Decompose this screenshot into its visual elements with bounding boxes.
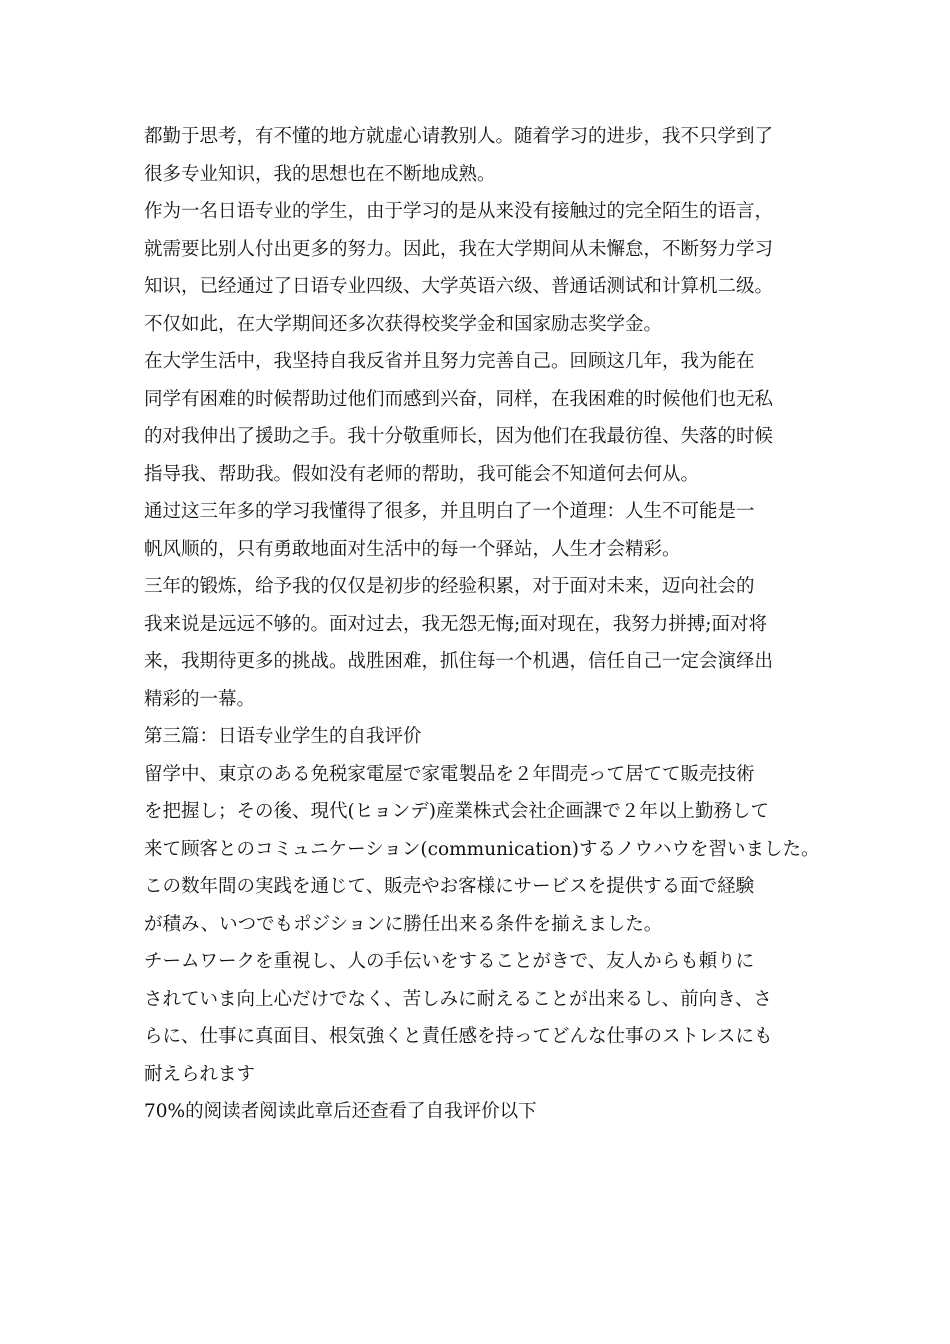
footer-note: 70%的阅读者阅读此章后还查看了自我评价以下 [144,1101,537,1122]
text-line: 就需要比别人付出更多的努力。因此，我在大学期间从未懈怠，不断努力学习 [144,238,774,260]
text-line: 我来说是远远不够的。面对过去，我无怨无悔;面对现在，我努力拼搏;面对将 [144,613,767,635]
text-line: チームワークを重視し、人の手伝いをすることがきで、友人からも頼りに [144,951,755,972]
text-line: 帆风顺的，只有勇敢地面对生活中的每一个驿站，人生才会精彩。 [144,538,681,560]
text-line: 的对我伸出了援助之手。我十分敬重师长，因为他们在我最彷徨、失落的时候 [144,426,774,447]
text-line: を把握し；その後、現代(ヒョンデ)産業株式会社企画課で２年以上勤務して [144,801,769,822]
text-line: 三年的锻炼，给予我的仅仅是初步的经验积累，对于面对未来，迈向社会的 [144,576,755,597]
text-line: されていま向上心だけでなく、苦しみに耐えることが出来るし、前向き、さ [144,988,772,1010]
text-line: 都勤于思考，有不懂的地方就虚心请教别人。随着学习的进步，我不只学到了 [144,126,774,147]
text-line: 来て顾客とのコミュニケーション(communication)するノウハウを習いました。 [144,838,820,860]
text-line: 不仅如此，在大学期间还多次获得校奖学金和国家励志奖学金。 [144,313,663,335]
text-line: この数年間の実践を通じて、販売やお客様にサービスを提供する面で経験 [144,876,755,897]
text-line: 同学有困难的时候帮助过他们而感到兴奋，同样，在我困难的时候他们也无私 [144,388,774,410]
text-line: 通过这三年多的学习我懂得了很多，并且明白了一个道理：人生不可能是一 [144,501,755,522]
text-line: 知识，已经通过了日语专业四级、大学英语六级、普通话测试和计算机二级。 [144,276,774,297]
text-line: 很多专业知识，我的思想也在不断地成熟。 [144,163,496,185]
document-body [144,118,824,1131]
text-line: 来，我期待更多的挑战。战胜困难，抓住每一个机遇，信任自己一定会演绎出 [144,651,774,672]
text-line: 在大学生活中，我坚持自我反省并且努力完善自己。回顾这几年，我为能在 [144,351,755,372]
text-line: らに、仕事に真面目、根気強くと責任感を持ってどんな仕事のストレスにも [144,1026,773,1047]
section-heading: 第三篇：日语专业学生的自我评价 [144,726,422,747]
text-line: 指导我、帮助我。假如没有老师的帮助，我可能会不知道何去何从。 [144,463,700,485]
text-line: 作为一名日语专业的学生，由于学习的是从来没有接触过的完全陌生的语言， [144,201,774,222]
text-line: 耐えられます [144,1063,256,1085]
text-line: 留学中、東京のある免税家電屋で家電製品を２年間売って居てて販売技術 [144,763,755,785]
text-line: 精彩的一幕。 [144,688,256,710]
text-line: が積み、いつでもポジションに勝任出来る条件を揃えました。 [144,913,663,935]
